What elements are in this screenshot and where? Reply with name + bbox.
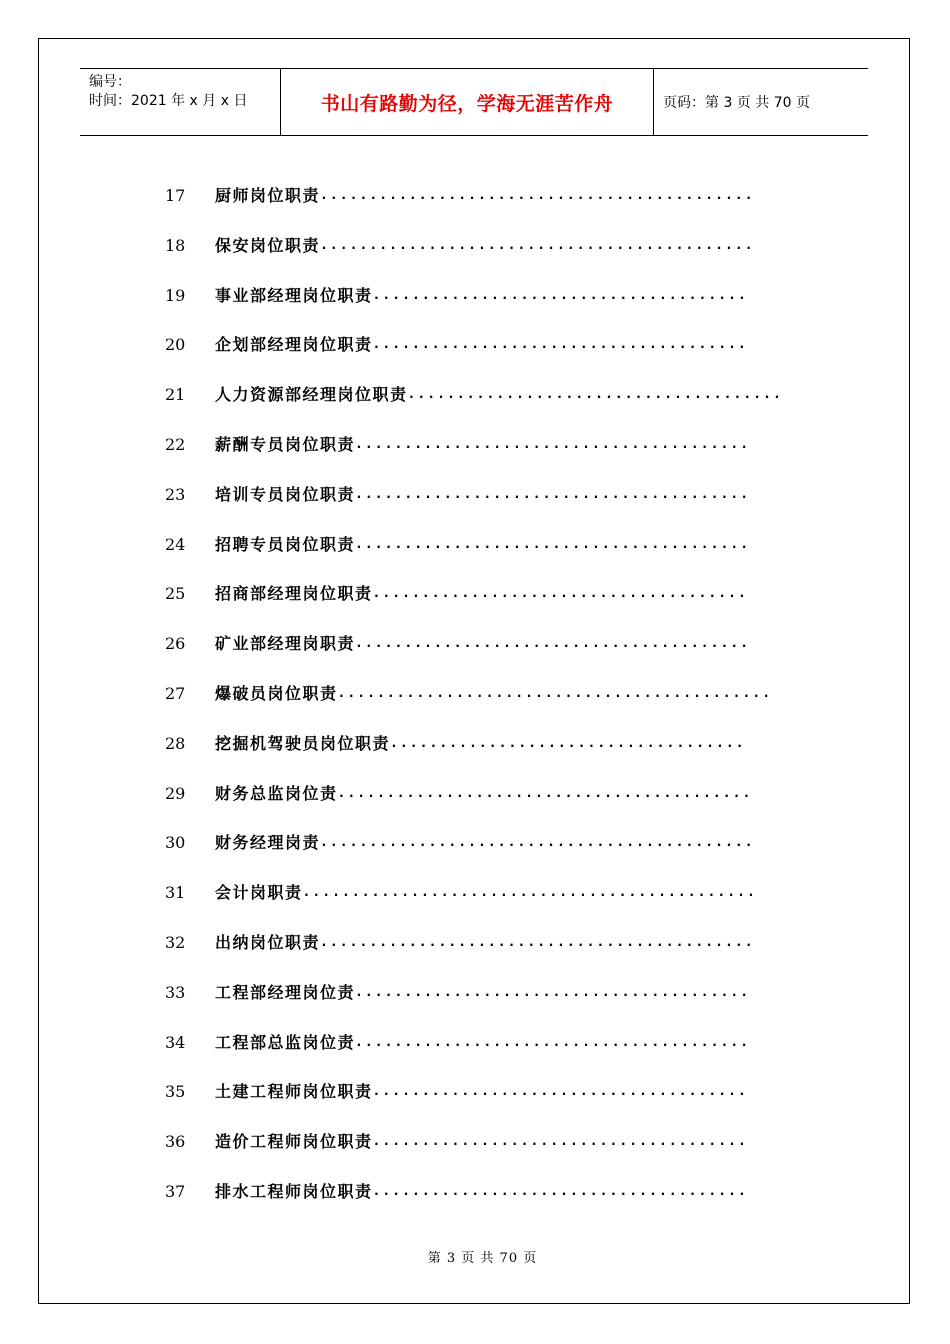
toc-entry-leader: .............................................. (302, 885, 757, 901)
toc-entry[interactable] (165, 1178, 805, 1228)
toc-entry-leader: ...................................... (372, 1134, 748, 1150)
toc-entry-number: 29 (165, 783, 186, 803)
toc-entry-number: 33 (165, 982, 186, 1002)
page-footer (0, 1247, 950, 1266)
toc-entry-leader: ...................................... (372, 1084, 748, 1100)
toc-entry-leader: ...................................... (372, 287, 748, 303)
toc-entry-title: 招聘专员岗位职责 (215, 534, 356, 554)
toc-entry-leader: ........................................ (355, 984, 751, 1000)
toc-entry-title: 薪酬专员岗位职责 (215, 434, 356, 454)
toc-entry-number: 22 (165, 434, 186, 454)
toc-entry-title: 财务总监岗位责 (215, 783, 338, 803)
toc-entry[interactable] (165, 780, 805, 830)
toc-entry-leader: ...................................... (372, 586, 748, 602)
toc-entry-title: 厨师岗位职责 (215, 186, 321, 205)
toc-entry-number: 19 (165, 285, 186, 305)
toc-entry[interactable] (165, 1029, 805, 1079)
toc-entry-leader: ........................................ (355, 486, 751, 502)
toc-entry-title: 培训专员岗位职责 (215, 484, 356, 504)
toc-entry[interactable] (165, 1128, 805, 1178)
toc-entry-leader: ...................................... (372, 1183, 748, 1199)
document-header (80, 68, 868, 136)
toc-entry-number: 17 (165, 186, 186, 205)
toc-entry[interactable] (165, 829, 805, 879)
toc-entry-title: 爆破员岗位职责 (215, 683, 338, 703)
toc-entry[interactable] (165, 331, 805, 381)
header-page-label: 页码：第 3 页 共 70 页 (663, 95, 810, 111)
toc-entry[interactable] (165, 680, 805, 730)
toc-entry-title: 工程部总监岗位责 (215, 1032, 356, 1052)
toc-entry-number: 20 (165, 335, 186, 355)
toc-entry-number: 26 (165, 634, 186, 654)
toc-entry[interactable] (165, 481, 805, 531)
toc-entry-title: 会计岗职责 (215, 883, 303, 903)
toc-entry-title: 工程部经理岗位责 (215, 982, 356, 1002)
toc-entry[interactable] (165, 282, 805, 332)
toc-entry-number: 32 (165, 932, 186, 952)
toc-entry-leader: ........................................ (355, 536, 751, 552)
toc-entry-leader: ............................................ (320, 835, 755, 851)
toc-entry[interactable] (165, 630, 805, 680)
toc-entry-number: 24 (165, 534, 186, 554)
toc-entry-number: 35 (165, 1082, 186, 1102)
toc-entry-title: 财务经理岗责 (215, 833, 321, 853)
toc-entry-title: 矿业部经理岗职责 (215, 634, 356, 654)
toc-entry[interactable] (165, 381, 805, 431)
toc-entry[interactable] (165, 182, 805, 232)
toc-entry-title: 招商部经理岗位职责 (215, 584, 373, 604)
toc-entry-title: 人力资源部经理岗位职责 (215, 385, 408, 405)
toc-entry-number: 28 (165, 733, 186, 753)
toc-entry-leader: .................................... (390, 735, 746, 751)
toc-entry-leader: ........................................ (355, 1034, 751, 1050)
toc-entry-number: 36 (165, 1132, 186, 1152)
header-motto: 书山有路勤为径，学海无涯苦作舟 (281, 69, 654, 135)
toc-entry-number: 18 (165, 235, 186, 255)
time-label: 时间：2021 年 x 月 x 日 (89, 93, 248, 109)
toc-entry-title: 挖掘机驾驶员岗位职责 (215, 733, 391, 753)
toc-entry-number: 31 (165, 883, 186, 903)
toc-entry-number: 21 (165, 385, 186, 405)
toc-entry-title: 企划部经理岗位职责 (215, 335, 373, 355)
toc-entry-title: 土建工程师岗位职责 (215, 1082, 373, 1102)
toc-entry[interactable] (165, 531, 805, 581)
table-of-contents (165, 182, 805, 1228)
toc-entry-leader: ............................................ (320, 934, 755, 950)
toc-entry-title: 保安岗位职责 (215, 235, 321, 255)
toc-entry[interactable] (165, 929, 805, 979)
toc-entry-number: 27 (165, 683, 186, 703)
toc-entry-number: 37 (165, 1181, 186, 1201)
toc-entry-title: 造价工程师岗位职责 (215, 1132, 373, 1152)
header-meta (80, 69, 281, 135)
toc-entry[interactable] (165, 431, 805, 481)
toc-entry-number: 25 (165, 584, 186, 604)
toc-entry-leader: ............................................ (320, 237, 755, 253)
toc-entry[interactable] (165, 879, 805, 929)
toc-entry-leader: .......................................... (337, 785, 753, 801)
toc-entry-leader: ...................................... (407, 387, 783, 403)
footer-page-number: 第 3 页 共 70 页 (427, 1251, 538, 1266)
toc-entry[interactable] (165, 580, 805, 630)
toc-entry-title: 出纳岗位职责 (215, 932, 321, 952)
toc-entry[interactable] (165, 979, 805, 1029)
toc-entry-leader: ............................................ (337, 685, 773, 701)
toc-entry-leader: ...................................... (372, 337, 748, 353)
toc-entry[interactable] (165, 232, 805, 282)
toc-entry-number: 34 (165, 1032, 186, 1052)
toc-entry-title: 排水工程师岗位职责 (215, 1181, 373, 1201)
toc-entry[interactable] (165, 730, 805, 780)
toc-entry-title: 事业部经理岗位职责 (215, 285, 373, 305)
toc-entry[interactable] (165, 1078, 805, 1128)
toc-entry-number: 30 (165, 833, 186, 853)
toc-entry-leader: ........................................ (355, 636, 751, 652)
toc-entry-leader: ............................................ (320, 188, 755, 203)
number-label: 编号： (89, 74, 131, 90)
toc-entry-number: 23 (165, 484, 186, 504)
toc-entry-leader: ........................................ (355, 436, 751, 452)
